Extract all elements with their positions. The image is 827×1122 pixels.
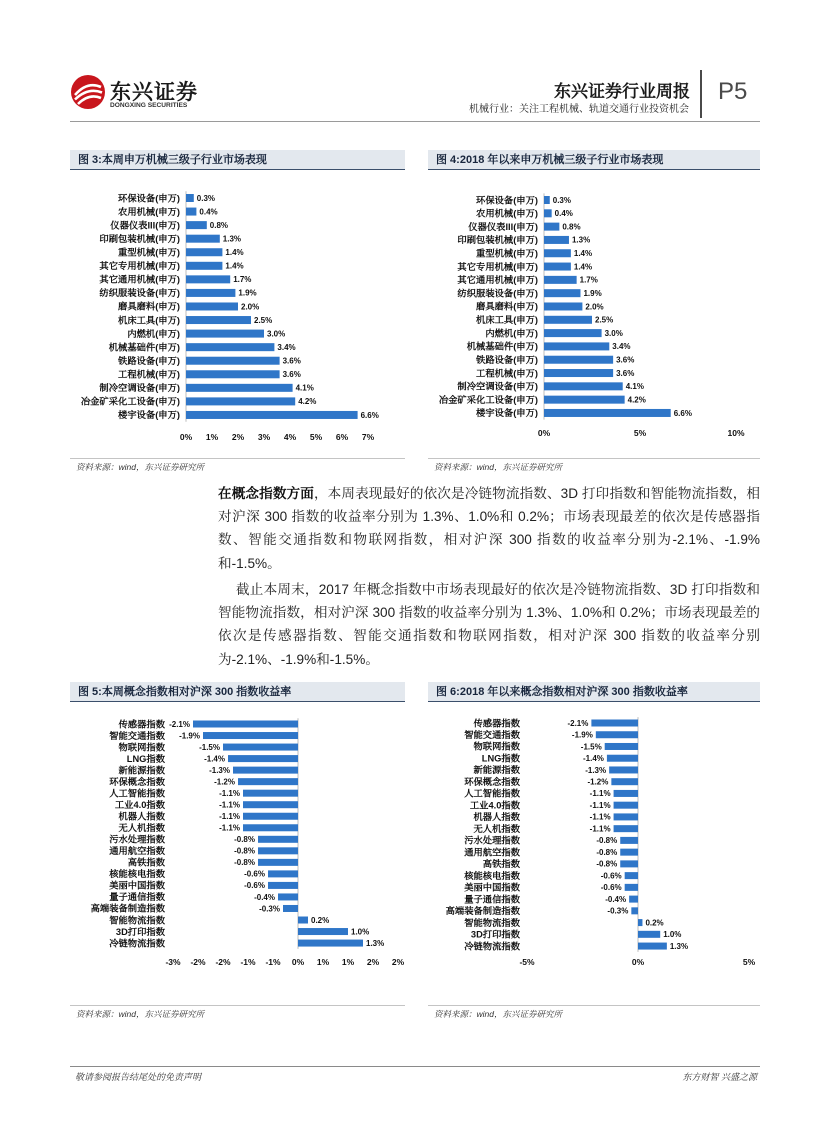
chart-bar [544, 302, 582, 310]
category-label: 纺织服装设备(申万) [457, 288, 538, 299]
chart-bar [607, 755, 638, 762]
data-label: 0.3% [552, 195, 571, 205]
category-label: 内燃机(申万) [127, 328, 180, 339]
chart-bar [611, 778, 638, 785]
category-label: 核能核电指数 [109, 869, 165, 880]
x-tick-label: 1% [341, 956, 355, 967]
category-label: 其它专用机械(申万) [99, 261, 180, 272]
data-label: -1.1% [219, 788, 240, 798]
chart-bar [544, 409, 671, 417]
category-label: 传感器指数 [118, 719, 165, 730]
chart-bar [638, 931, 660, 938]
data-label: -0.8% [596, 859, 618, 869]
data-label: -1.1% [219, 800, 240, 810]
data-label: -1.1% [219, 812, 240, 822]
x-tick-label: -1% [240, 956, 256, 967]
chart-bar [591, 720, 638, 727]
chart-bar [614, 825, 638, 832]
paragraph-concept-index-ytd: 截止本周末，2017 年概念指数中市场表现最好的依次是冷链物流指数、3D 打印指数和智能物流指数，相对沪深 300 指数的收益率分别为 1.3%、1.0%和 0.2%；市场表现最差的依次是传感器指数、智能交通指数和物联网指数，相对沪深 300 指数的收益率分别为-2.1%、-1.9%和-1.5%。 [218, 582, 760, 667]
data-label: 3.0% [267, 329, 286, 339]
x-tick-label: 4% [283, 431, 297, 442]
category-label: 工业4.0指数 [469, 800, 520, 811]
data-label: 2.0% [585, 302, 604, 312]
category-label: 通用航空指数 [109, 846, 165, 857]
data-label: 1.0% [663, 930, 682, 940]
data-label: -2.1% [169, 719, 190, 729]
data-label: 0.2% [645, 918, 664, 928]
category-label: 磨具磨料(申万) [118, 301, 180, 312]
category-label: 高铁指数 [482, 859, 520, 870]
category-label: 环保设备(申万) [118, 193, 180, 204]
chart-bar [625, 884, 638, 891]
x-tick-label: 1% [316, 956, 330, 967]
category-label: 机器人指数 [473, 812, 520, 823]
category-label: 冶金矿采化工设备(申万) [80, 396, 180, 407]
data-label: 1.3% [669, 941, 689, 951]
data-label: 1.4% [225, 261, 244, 271]
data-label: 1.0% [351, 927, 370, 937]
category-label: 冷链物流指数 [109, 938, 165, 949]
chart-bar [186, 370, 280, 378]
data-label: 1.4% [225, 248, 244, 258]
data-label: -2.1% [567, 718, 589, 728]
category-label: 楼宇设备(申万) [118, 410, 180, 421]
x-tick-label: 5% [309, 431, 323, 442]
chart-bar [268, 882, 298, 889]
x-tick-label: 5% [633, 427, 647, 438]
chart-bar [629, 896, 638, 903]
category-label: 机器人指数 [118, 811, 165, 822]
category-label: 物联网指数 [118, 742, 165, 753]
chart-bar [544, 289, 580, 297]
data-label: -0.8% [234, 835, 255, 845]
figure-4-source: 资料来源：wind，东兴证券研究所 [428, 458, 760, 474]
chart-bar [258, 859, 298, 866]
category-label: 通用航空指数 [464, 847, 520, 858]
figure-4-bar-chart [430, 178, 760, 448]
chart-bar [625, 872, 638, 879]
chart-bar [228, 755, 298, 762]
data-label: -1.4% [583, 754, 604, 764]
data-label: 3.4% [612, 342, 631, 352]
data-label: -0.4% [605, 894, 627, 904]
data-label: 3.6% [282, 356, 301, 366]
chart-bar [186, 330, 264, 338]
data-label: 3.6% [282, 370, 301, 380]
chart-bar [620, 837, 638, 844]
category-label: 其它通用机械(申万) [457, 275, 538, 286]
chart-bar [544, 382, 623, 390]
chart-bar [614, 813, 638, 820]
data-label: -1.1% [589, 789, 611, 799]
logo-emblem-icon [70, 74, 106, 110]
data-label: 1.9% [238, 288, 257, 298]
category-label: 物联网指数 [473, 741, 520, 752]
data-label: -1.3% [585, 765, 607, 775]
chart-bar [243, 824, 298, 831]
chart-bar [238, 778, 298, 785]
chart-bar [186, 357, 280, 365]
chart-bar [258, 836, 298, 843]
chart-bar [544, 316, 592, 324]
category-label: 高端装备制造指数 [90, 903, 165, 914]
data-label: 6.6% [673, 408, 692, 418]
chart-bar [278, 893, 298, 900]
footer-rule [70, 1066, 760, 1067]
figure-6-bar-chart [430, 710, 760, 972]
chart-bar [258, 847, 298, 854]
x-tick-label: -3% [165, 956, 181, 967]
x-tick-label: 2% [231, 431, 245, 442]
data-label: 2.5% [254, 315, 273, 325]
category-label: 3D打印指数 [115, 926, 165, 937]
data-label: -1.1% [219, 823, 240, 833]
figure-3-bar-chart [70, 178, 405, 448]
data-label: 1.9% [583, 288, 602, 298]
category-label: 冶金矿采化工设备(申万) [438, 394, 538, 405]
chart-bar [186, 384, 293, 392]
category-label: 量子通信指数 [109, 892, 165, 903]
category-label: 环保设备(申万) [476, 195, 538, 206]
data-label: -1.5% [199, 742, 220, 752]
data-label: -0.3% [607, 906, 629, 916]
data-label: -0.8% [234, 858, 255, 868]
chart-bar [298, 917, 308, 924]
data-label: 0.8% [562, 222, 581, 232]
data-label: -0.4% [254, 892, 275, 902]
x-tick-label: 0% [179, 431, 193, 442]
data-label: 4.1% [625, 382, 644, 392]
figure-4-title: 图 4:2018 年以来申万机械三级子行业市场表现 [428, 150, 760, 170]
paragraph-text: ，本周表现最好的依次是冷链物流指数、3D 打印指数和智能物流指数，相对沪深 300 指数的收益率分别为 1.3%、1.0%和 0.2%；市场表现最差的依次是传感器指数、智能交通指数和物联网指数，相对沪深 300 指数的收益率分别为-2.1%、-1.9%和-1.5%。 [218, 486, 761, 571]
data-label: 2.0% [241, 302, 260, 312]
data-label: 1.4% [573, 262, 593, 272]
data-label: -1.2% [587, 777, 609, 787]
category-label: 智能交通指数 [109, 730, 165, 741]
chart-bar [631, 907, 638, 914]
chart-bar [596, 731, 638, 738]
chart-bar [223, 744, 298, 751]
category-label: 冷链物流指数 [464, 941, 520, 952]
category-label: 其它专用机械(申万) [457, 261, 538, 272]
category-label: 量子通信指数 [464, 894, 520, 905]
category-label: 仪器仪表III(申万) [110, 220, 180, 231]
category-label: 机械基础件(申万) [108, 342, 180, 353]
category-label: 纺织服装设备(申万) [99, 288, 180, 299]
chart-bar [638, 943, 667, 950]
x-tick-label: 2% [366, 956, 380, 967]
chart-bar [186, 262, 222, 270]
category-label: 工程机械(申万) [476, 368, 538, 379]
category-label: 重型机械(申万) [118, 247, 180, 258]
data-label: 0.4% [199, 207, 218, 217]
chart-bar [544, 263, 571, 271]
chart-bar [544, 369, 613, 377]
data-label: -1.4% [204, 754, 225, 764]
x-tick-label: -2% [215, 956, 231, 967]
category-label: 智能交通指数 [464, 729, 520, 740]
data-label: 1.3% [571, 235, 591, 245]
report-subtitle: 机械行业：关注工程机械、轨道交通行业投资机会 [469, 104, 689, 115]
category-label: 机械基础件(申万) [466, 341, 538, 352]
chart-bar [620, 860, 638, 867]
x-tick-label: 10% [727, 427, 745, 438]
category-label: 污水处理指数 [464, 835, 520, 846]
chart-bar [186, 302, 238, 310]
data-label: -0.3% [259, 904, 280, 914]
header-rule [70, 121, 760, 122]
data-label: 0.3% [196, 193, 216, 203]
data-label: 1.7% [579, 275, 598, 285]
chart-bar [243, 801, 298, 808]
chart-bar [605, 743, 638, 750]
chart-bar [186, 411, 358, 419]
chart-bar [186, 248, 222, 256]
category-label: 制冷空调设备(申万) [99, 383, 180, 394]
chart-bar [233, 767, 298, 774]
paragraph-concept-index-week [218, 482, 760, 575]
figure-3-title: 图 3:本周申万机械三级子行业市场表现 [70, 150, 405, 170]
category-label: 工程机械(申万) [118, 369, 180, 380]
category-label: 人工智能指数 [109, 788, 165, 799]
category-label: 传感器指数 [473, 718, 520, 729]
chart-bar [193, 721, 298, 728]
category-label: 农用机械(申万) [476, 208, 538, 219]
category-label: 智能物流指数 [109, 915, 165, 926]
data-label: 3.4% [277, 342, 296, 352]
chart-bar [283, 905, 298, 912]
footer-disclaimer: 敬请参阅报告结尾处的免责声明 [75, 1072, 202, 1082]
data-label: 0.8% [209, 220, 229, 230]
chart-bar [544, 329, 602, 337]
data-label: 6.6% [360, 410, 379, 420]
chart-bar [544, 342, 609, 350]
data-label: -1.5% [580, 742, 602, 752]
category-label: 铁路设备(申万) [476, 354, 538, 365]
data-label: 2.5% [595, 315, 614, 325]
category-label: 机床工具(申万) [476, 315, 538, 326]
chart-bar [544, 223, 559, 231]
chart-bar [544, 396, 625, 404]
data-label: 1.3% [366, 938, 385, 948]
chart-bar [268, 870, 298, 877]
category-label: 新能源指数 [473, 765, 520, 776]
category-label: 智能物流指数 [464, 917, 520, 928]
category-label: 无人机指数 [473, 823, 520, 834]
data-label: 4.2% [627, 395, 646, 405]
category-label: 仪器仪表III(申万) [468, 221, 538, 232]
category-label: 内燃机(申万) [485, 328, 538, 339]
footer-slogan: 东方财智 兴盛之源 [682, 1072, 757, 1082]
data-label: 3.0% [604, 328, 623, 338]
chart-bar [544, 249, 571, 257]
category-label: 美丽中国指数 [464, 882, 520, 893]
category-label: 核能核电指数 [464, 870, 520, 881]
x-tick-label: 6% [335, 431, 349, 442]
category-label: 机床工具(申万) [118, 315, 180, 326]
figure-6-source: 资料来源：wind，东兴证券研究所 [428, 1005, 760, 1021]
data-label: 3.6% [616, 368, 635, 378]
chart-bar [298, 928, 348, 935]
x-tick-label: 2% [391, 956, 405, 967]
chart-bar [186, 235, 220, 243]
data-label: -0.6% [244, 881, 265, 891]
x-tick-label: 0% [631, 956, 645, 967]
category-label: 无人机指数 [118, 823, 165, 834]
x-tick-label: 5% [742, 956, 756, 967]
category-label: 磨具磨料(申万) [476, 301, 538, 312]
chart-bar [544, 196, 550, 204]
category-label: 美丽中国指数 [109, 880, 165, 891]
header-divider [700, 70, 702, 118]
category-label: LNG指数 [481, 753, 520, 764]
data-label: 1.4% [573, 249, 593, 259]
category-label: 高端装备制造指数 [445, 906, 520, 917]
x-tick-label: 0% [537, 427, 551, 438]
data-label: -0.8% [596, 836, 618, 846]
chart-bar [186, 221, 207, 229]
chart-bar [186, 316, 251, 324]
figure-6-title: 图 6:2018 年以来概念指数相对沪深 300 指数收益率 [428, 682, 760, 702]
figure-5-source: 资料来源：wind，东兴证券研究所 [70, 1005, 405, 1021]
data-label: -1.1% [589, 824, 611, 834]
chart-bar [614, 802, 638, 809]
x-tick-label: 1% [205, 431, 219, 442]
chart-bar [638, 919, 642, 926]
chart-bar [243, 790, 298, 797]
page-number: P5 [718, 78, 748, 105]
category-label: 印刷包装机械(申万) [99, 233, 180, 244]
data-label: 4.1% [295, 383, 314, 393]
chart-bar [186, 275, 230, 283]
chart-bar [186, 208, 196, 216]
data-label: -1.9% [179, 731, 200, 741]
category-label: 高铁指数 [127, 857, 165, 868]
report-title: 东兴证券行业周报 [554, 82, 690, 101]
x-tick-label: 0% [291, 956, 305, 967]
x-tick-label: -1% [265, 956, 281, 967]
chart-bar [544, 276, 577, 284]
category-label: 人工智能指数 [464, 788, 520, 799]
x-tick-label: 7% [361, 431, 375, 442]
figure-5-title: 图 5:本周概念指数相对沪深 300 指数收益率 [70, 682, 405, 702]
chart-bar [544, 209, 552, 217]
data-label: 3.6% [616, 355, 635, 365]
data-label: -0.6% [244, 869, 265, 879]
category-label: 铁路设备(申万) [118, 355, 180, 366]
category-label: 新能源指数 [118, 765, 165, 776]
category-label: 其它通用机械(申万) [99, 274, 180, 285]
category-label: 环保概念指数 [109, 776, 165, 787]
figure-5-bar-chart [70, 710, 405, 972]
category-label: 制冷空调设备(申万) [457, 381, 538, 392]
category-label: 工业4.0指数 [114, 799, 165, 810]
data-label: -0.6% [600, 871, 622, 881]
chart-bar [203, 732, 298, 739]
chart-bar [186, 343, 274, 351]
category-label: 污水处理指数 [109, 834, 165, 845]
chart-bar [298, 940, 363, 947]
data-label: -0.6% [600, 883, 622, 893]
chart-bar [609, 766, 638, 773]
data-label: 4.2% [298, 397, 317, 407]
data-label: -0.8% [234, 846, 255, 856]
data-label: -1.2% [214, 777, 235, 787]
chart-bar [186, 397, 295, 405]
category-label: LNG指数 [126, 753, 165, 764]
data-label: 0.4% [554, 209, 573, 219]
chart-bar [186, 289, 235, 297]
category-label: 楼宇设备(申万) [476, 408, 538, 419]
category-label: 重型机械(申万) [476, 248, 538, 259]
data-label: -1.3% [209, 765, 230, 775]
data-label: -1.9% [571, 730, 593, 740]
data-label: 1.3% [222, 234, 242, 244]
paragraph-lead: 在概念指数方面 [218, 486, 314, 501]
logo-name-en: DONGXING SECURITIES [110, 102, 188, 109]
data-label: 0.2% [311, 915, 330, 925]
category-label: 环保概念指数 [464, 776, 520, 787]
x-tick-label: 3% [257, 431, 271, 442]
x-tick-label: -5% [519, 956, 535, 967]
chart-bar [614, 790, 638, 797]
category-label: 印刷包装机械(申万) [457, 235, 538, 246]
chart-bar [620, 849, 638, 856]
x-tick-label: -2% [190, 956, 206, 967]
category-label: 农用机械(申万) [118, 206, 180, 217]
logo-name-cn: 东兴证券 [110, 81, 198, 104]
data-label: -1.1% [589, 812, 611, 822]
figure-3-source: 资料来源：wind，东兴证券研究所 [70, 458, 405, 474]
chart-bar [186, 194, 194, 202]
chart-bar [544, 236, 569, 244]
data-label: -1.1% [589, 800, 611, 810]
data-label: 1.7% [233, 275, 252, 285]
data-label: -0.8% [596, 847, 618, 857]
category-label: 3D打印指数 [470, 929, 520, 940]
chart-bar [544, 356, 613, 364]
chart-bar [243, 813, 298, 820]
